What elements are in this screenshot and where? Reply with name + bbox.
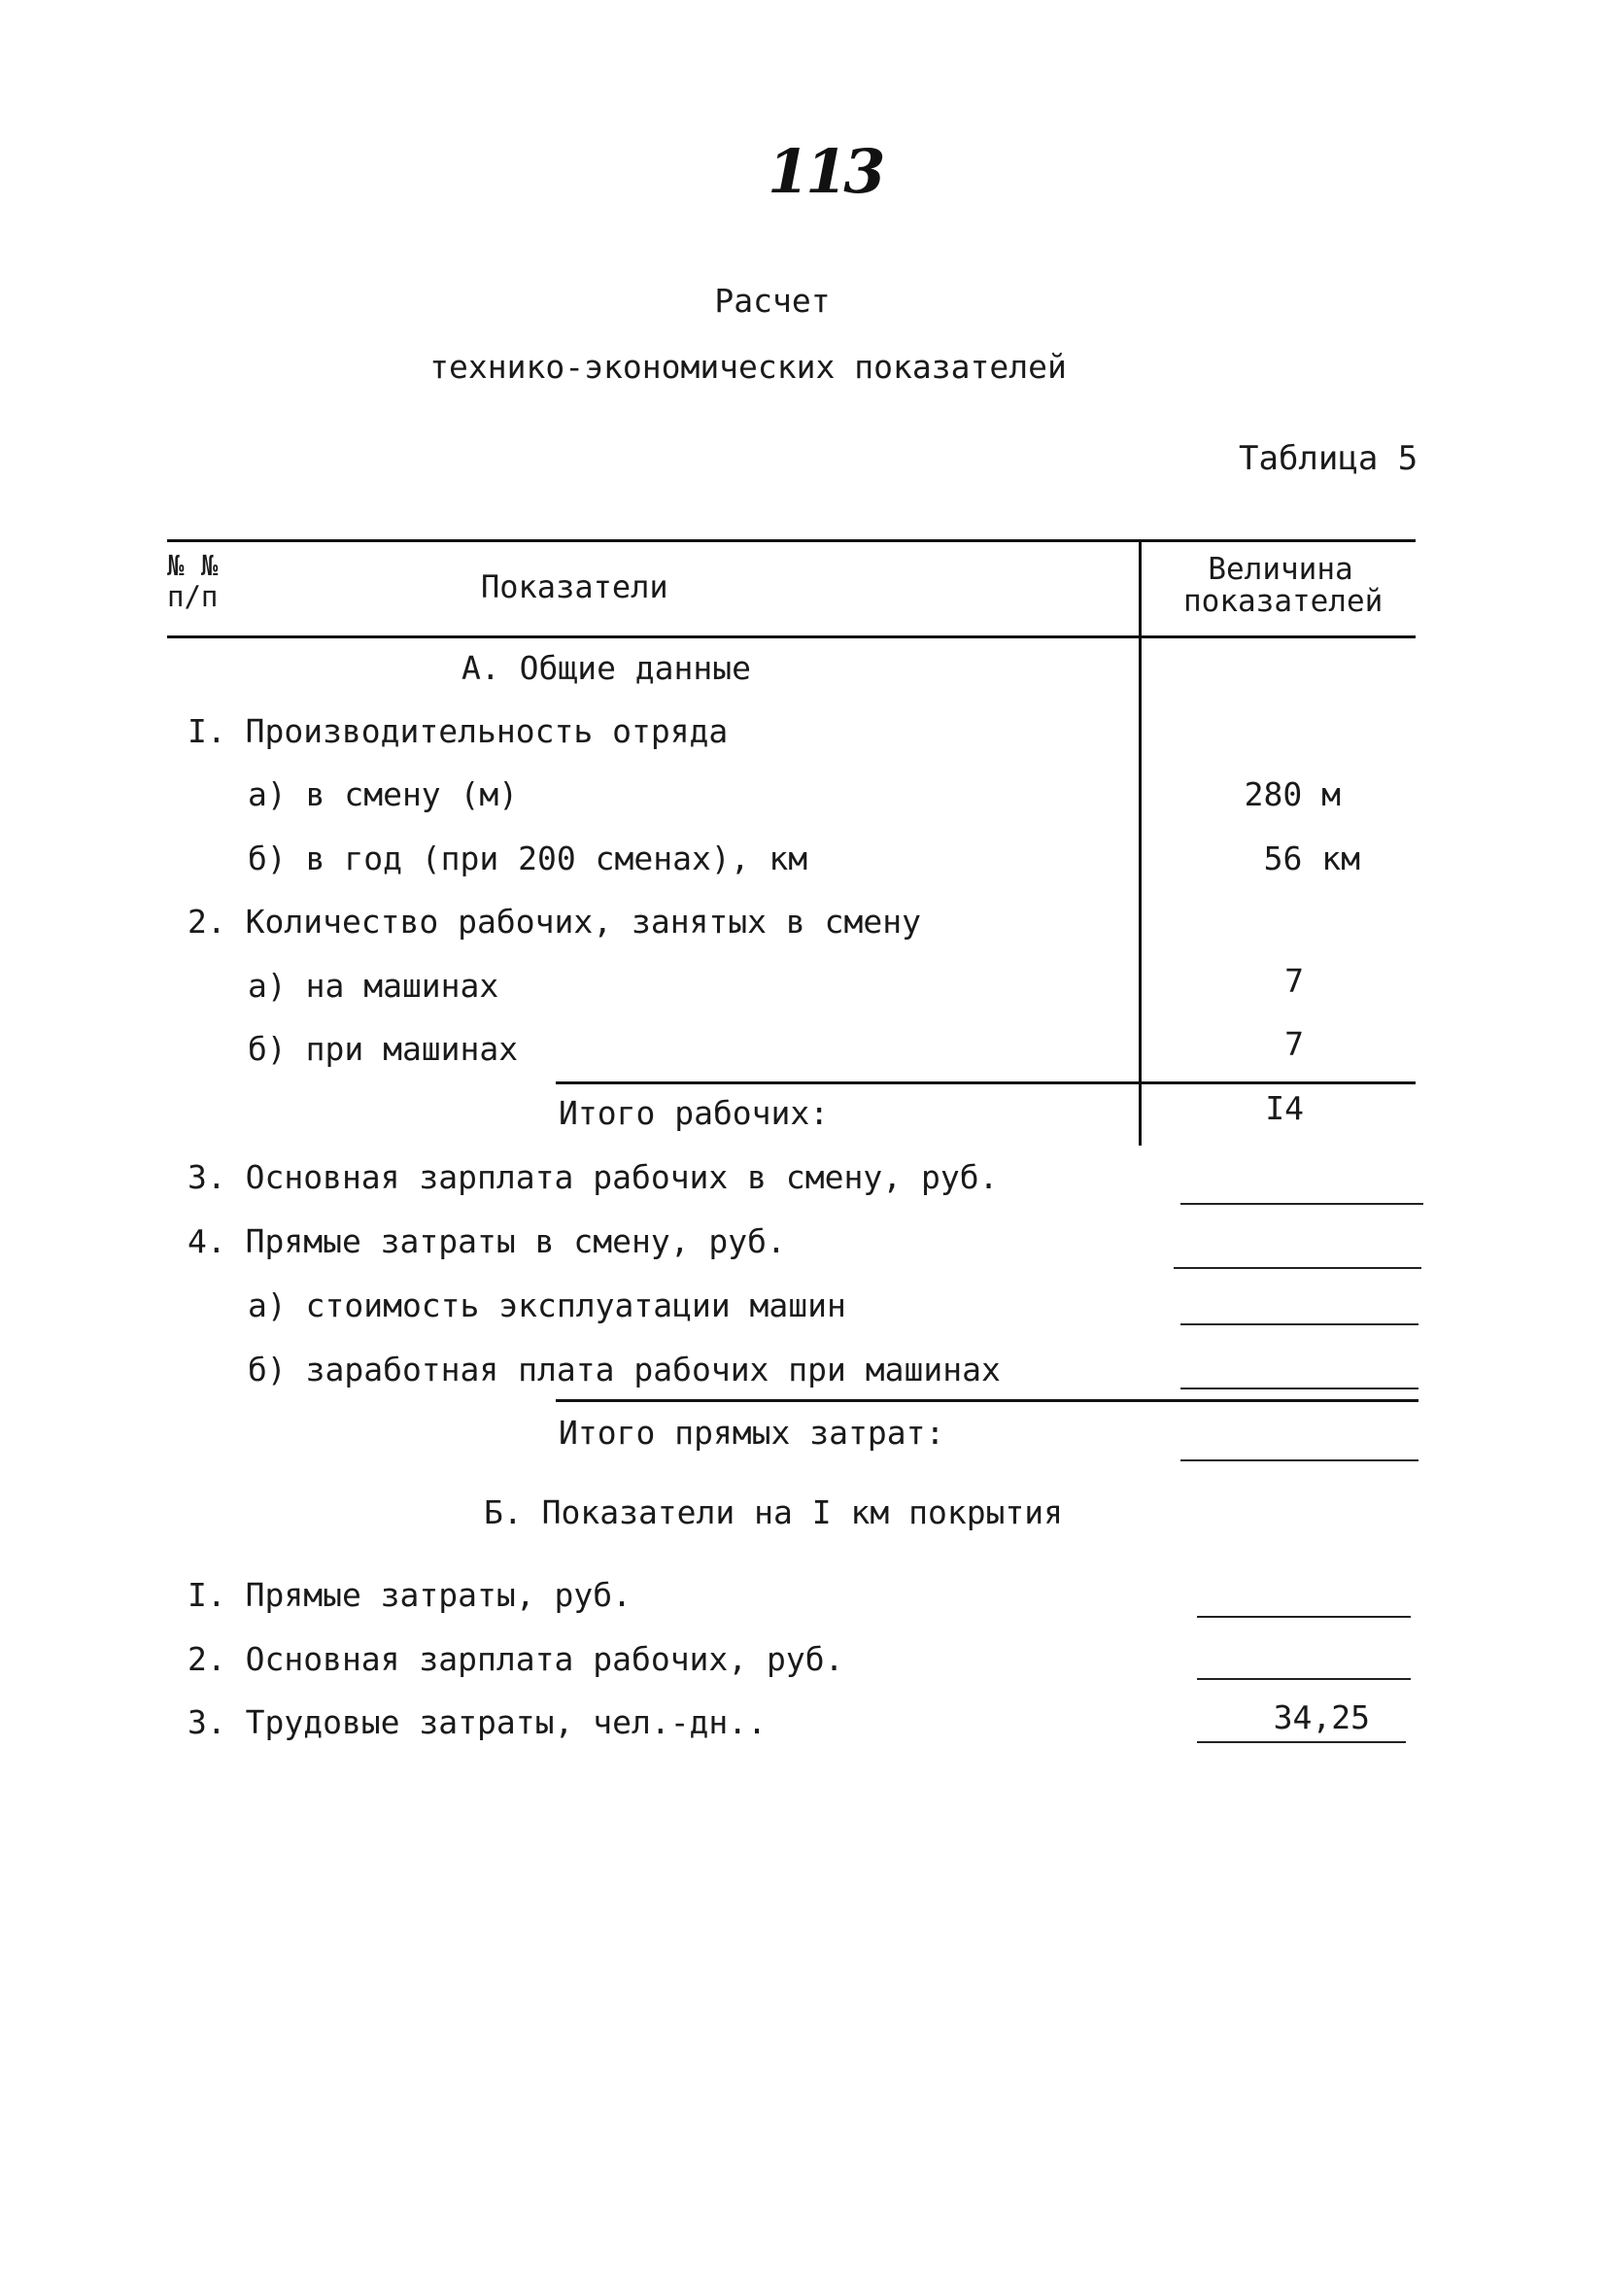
header-value-line-2: показателей [1183, 584, 1384, 619]
section-b-title: Б. Показатели на I км покрытия [484, 1493, 1064, 1531]
item-4-blank [1174, 1267, 1421, 1269]
b-item-3-value: 34,25 [1273, 1698, 1370, 1736]
item-1a-value: 280 м [1244, 775, 1341, 813]
item-4b-label: б) заработная плата рабочих при машинах [248, 1351, 1001, 1388]
total-direct-blank [1180, 1459, 1418, 1461]
b-item-2-blank [1197, 1678, 1411, 1680]
header-bottom-rule [167, 635, 1416, 638]
header-number-line-1: № № [167, 549, 219, 582]
item-2b-label: б) при машинах [248, 1030, 519, 1068]
item-4-label: 4. Прямые затраты в смену, руб. [188, 1222, 786, 1260]
header-value-line-1: Величина [1208, 552, 1353, 587]
page-number: 113 [768, 136, 882, 207]
item-2b-value: 7 [1284, 1025, 1304, 1063]
title-line-2: технико-экономических показателей [429, 348, 1067, 386]
item-1b-label: б) в год (при 200 сменах), км [248, 840, 808, 877]
table-label: Таблица 5 [1239, 439, 1418, 478]
header-value-col [1183, 552, 1384, 619]
total-workers-rule [556, 1081, 1416, 1084]
item-4b-blank [1180, 1388, 1418, 1389]
section-a-title: А. Общие данные [461, 649, 752, 687]
b-item-1-label: I. Прямые затраты, руб. [188, 1576, 632, 1614]
item-3-blank [1180, 1203, 1423, 1205]
item-4a-blank [1180, 1323, 1418, 1325]
column-divider [1139, 541, 1142, 1146]
item-4a-label: а) стоимость эксплуатации машин [248, 1286, 846, 1324]
item-1-label: I. Производительность отряда [188, 712, 729, 750]
total-workers-label: Итого рабочих: [559, 1094, 830, 1132]
b-item-3-underline [1197, 1741, 1406, 1743]
header-indicators-col: Показатели [481, 568, 668, 605]
table-top-rule [167, 539, 1416, 542]
item-2a-value: 7 [1284, 962, 1304, 1000]
b-item-3-label: 3. Трудовые затраты, чел.-дн.. [188, 1703, 768, 1741]
title-line-1: Расчет [714, 282, 831, 320]
item-1a-label: а) в смену (м) [248, 775, 519, 813]
b-item-1-blank [1197, 1616, 1411, 1618]
total-direct-rule [556, 1399, 1418, 1402]
item-2-label: 2. Количество рабочих, занятых в смену [188, 903, 921, 941]
item-1b-value: 56 км [1263, 840, 1360, 877]
b-item-2-label: 2. Основная зарплата рабочих, руб. [188, 1640, 844, 1678]
total-workers-value: I4 [1265, 1089, 1304, 1127]
item-2a-label: а) на машинах [248, 967, 499, 1005]
total-direct-label: Итого прямых затрат: [559, 1414, 945, 1452]
item-3-label: 3. Основная зарплата рабочих в смену, руб. [188, 1158, 999, 1196]
header-number-line-2: п/п [167, 580, 219, 613]
header-number-col [167, 550, 218, 612]
